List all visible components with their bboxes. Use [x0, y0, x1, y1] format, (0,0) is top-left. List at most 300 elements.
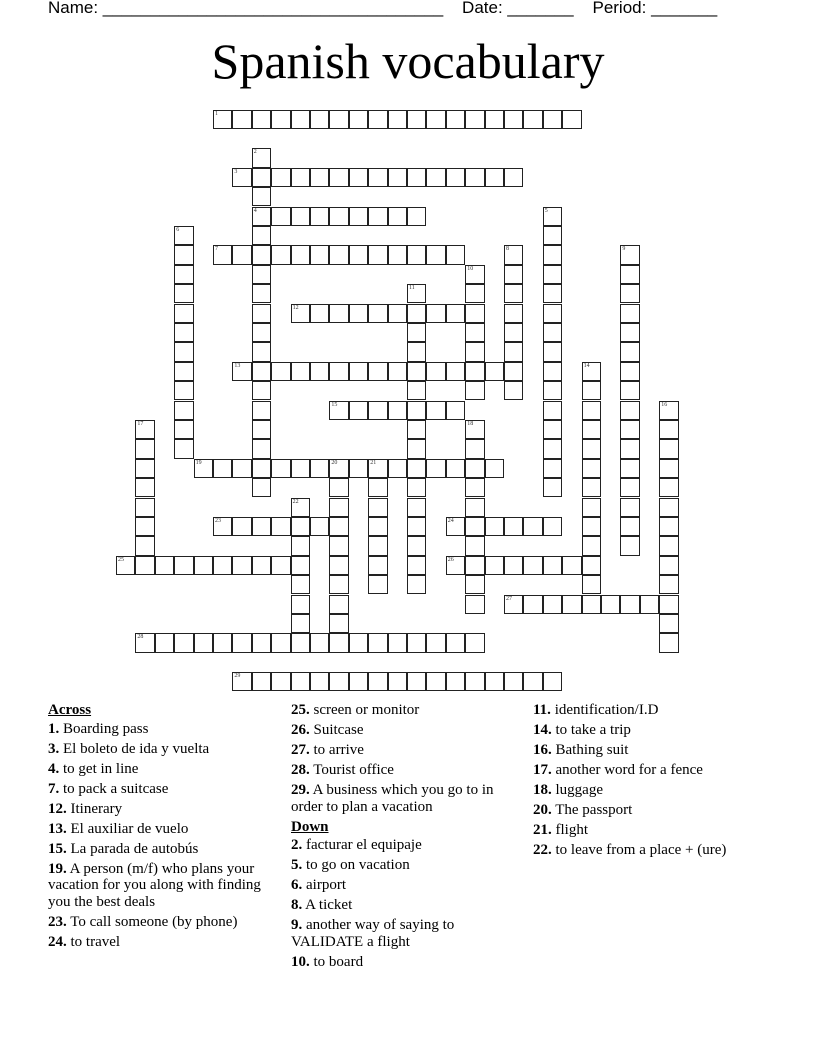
- grid-cell[interactable]: [349, 401, 368, 420]
- grid-cell[interactable]: [194, 459, 213, 478]
- grid-cell[interactable]: [388, 672, 407, 691]
- grid-cell[interactable]: [446, 672, 465, 691]
- grid-cell[interactable]: [271, 672, 290, 691]
- grid-cell[interactable]: [504, 362, 523, 381]
- grid-cell[interactable]: [543, 439, 562, 458]
- grid-cell[interactable]: [213, 110, 232, 129]
- grid-cell[interactable]: [135, 498, 154, 517]
- grid-cell[interactable]: [232, 362, 251, 381]
- grid-cell[interactable]: [543, 284, 562, 303]
- grid-cell[interactable]: [135, 517, 154, 536]
- grid-cell[interactable]: [291, 672, 310, 691]
- grid-cell[interactable]: [465, 498, 484, 517]
- grid-cell[interactable]: [601, 595, 620, 614]
- grid-cell[interactable]: [659, 517, 678, 536]
- grid-cell[interactable]: [252, 168, 271, 187]
- grid-cell[interactable]: [504, 304, 523, 323]
- grid-cell[interactable]: [582, 401, 601, 420]
- grid-cell[interactable]: [310, 633, 329, 652]
- grid-cell[interactable]: [620, 362, 639, 381]
- grid-cell[interactable]: [620, 459, 639, 478]
- grid-cell[interactable]: [504, 110, 523, 129]
- grid-cell[interactable]: [368, 110, 387, 129]
- grid-cell[interactable]: [291, 245, 310, 264]
- grid-cell[interactable]: [485, 110, 504, 129]
- grid-cell[interactable]: [329, 633, 348, 652]
- grid-cell[interactable]: [271, 207, 290, 226]
- grid-cell[interactable]: [291, 556, 310, 575]
- grid-cell[interactable]: [407, 420, 426, 439]
- grid-cell[interactable]: [543, 245, 562, 264]
- grid-cell[interactable]: [174, 304, 193, 323]
- grid-cell[interactable]: [388, 459, 407, 478]
- grid-cell[interactable]: [407, 245, 426, 264]
- grid-cell[interactable]: [310, 362, 329, 381]
- grid-cell[interactable]: [252, 672, 271, 691]
- grid-cell[interactable]: [252, 459, 271, 478]
- grid-cell[interactable]: [310, 304, 329, 323]
- grid-cell[interactable]: [368, 362, 387, 381]
- grid-cell[interactable]: [446, 245, 465, 264]
- grid-cell[interactable]: [446, 517, 465, 536]
- grid-cell[interactable]: [426, 304, 445, 323]
- grid-cell[interactable]: [252, 633, 271, 652]
- grid-cell[interactable]: [465, 517, 484, 536]
- grid-cell[interactable]: [174, 556, 193, 575]
- grid-cell[interactable]: [620, 536, 639, 555]
- grid-cell[interactable]: [485, 672, 504, 691]
- grid-cell[interactable]: [135, 478, 154, 497]
- grid-cell[interactable]: [465, 672, 484, 691]
- grid-cell[interactable]: [582, 420, 601, 439]
- grid-cell[interactable]: [446, 362, 465, 381]
- grid-cell[interactable]: [659, 498, 678, 517]
- grid-cell[interactable]: [504, 381, 523, 400]
- grid-cell[interactable]: [291, 498, 310, 517]
- grid-cell[interactable]: [329, 536, 348, 555]
- grid-cell[interactable]: [407, 672, 426, 691]
- grid-cell[interactable]: [252, 245, 271, 264]
- grid-cell[interactable]: [349, 245, 368, 264]
- grid-cell[interactable]: [582, 517, 601, 536]
- grid-cell[interactable]: [543, 362, 562, 381]
- grid-cell[interactable]: [213, 556, 232, 575]
- grid-cell[interactable]: [543, 381, 562, 400]
- grid-cell[interactable]: [368, 633, 387, 652]
- grid-cell[interactable]: [582, 459, 601, 478]
- grid-cell[interactable]: [213, 633, 232, 652]
- grid-cell[interactable]: [620, 323, 639, 342]
- grid-cell[interactable]: [426, 245, 445, 264]
- grid-cell[interactable]: [504, 517, 523, 536]
- grid-cell[interactable]: [349, 362, 368, 381]
- grid-cell[interactable]: [174, 401, 193, 420]
- grid-cell[interactable]: [620, 304, 639, 323]
- grid-cell[interactable]: [582, 362, 601, 381]
- grid-cell[interactable]: [310, 459, 329, 478]
- grid-cell[interactable]: [368, 498, 387, 517]
- grid-cell[interactable]: [620, 245, 639, 264]
- grid-cell[interactable]: [291, 575, 310, 594]
- grid-cell[interactable]: [407, 207, 426, 226]
- grid-cell[interactable]: [252, 420, 271, 439]
- grid-cell[interactable]: [368, 556, 387, 575]
- grid-cell[interactable]: [465, 633, 484, 652]
- grid-cell[interactable]: [310, 110, 329, 129]
- grid-cell[interactable]: [543, 517, 562, 536]
- grid-cell[interactable]: [659, 439, 678, 458]
- grid-cell[interactable]: [368, 168, 387, 187]
- grid-cell[interactable]: [174, 323, 193, 342]
- grid-cell[interactable]: [310, 517, 329, 536]
- grid-cell[interactable]: [174, 245, 193, 264]
- grid-cell[interactable]: [620, 401, 639, 420]
- grid-cell[interactable]: [446, 304, 465, 323]
- grid-cell[interactable]: [388, 304, 407, 323]
- grid-cell[interactable]: [329, 595, 348, 614]
- grid-cell[interactable]: [368, 478, 387, 497]
- grid-cell[interactable]: [388, 401, 407, 420]
- grid-cell[interactable]: [135, 439, 154, 458]
- grid-cell[interactable]: [252, 284, 271, 303]
- grid-cell[interactable]: [135, 556, 154, 575]
- grid-cell[interactable]: [310, 207, 329, 226]
- grid-cell[interactable]: [310, 672, 329, 691]
- grid-cell[interactable]: [291, 304, 310, 323]
- grid-cell[interactable]: [504, 556, 523, 575]
- grid-cell[interactable]: [407, 381, 426, 400]
- grid-cell[interactable]: [620, 265, 639, 284]
- grid-cell[interactable]: [232, 110, 251, 129]
- grid-cell[interactable]: [329, 672, 348, 691]
- grid-cell[interactable]: [291, 110, 310, 129]
- grid-cell[interactable]: [620, 595, 639, 614]
- grid-cell[interactable]: [426, 362, 445, 381]
- grid-cell[interactable]: [485, 459, 504, 478]
- grid-cell[interactable]: [465, 304, 484, 323]
- grid-cell[interactable]: [659, 633, 678, 652]
- grid-cell[interactable]: [407, 536, 426, 555]
- grid-cell[interactable]: [523, 672, 542, 691]
- grid-cell[interactable]: [252, 342, 271, 361]
- grid-cell[interactable]: [388, 168, 407, 187]
- grid-cell[interactable]: [349, 633, 368, 652]
- grid-cell[interactable]: [620, 420, 639, 439]
- grid-cell[interactable]: [446, 459, 465, 478]
- grid-cell[interactable]: [407, 633, 426, 652]
- grid-cell[interactable]: [232, 672, 251, 691]
- grid-cell[interactable]: [174, 265, 193, 284]
- grid-cell[interactable]: [291, 168, 310, 187]
- grid-cell[interactable]: [407, 323, 426, 342]
- grid-cell[interactable]: [620, 284, 639, 303]
- grid-cell[interactable]: [291, 633, 310, 652]
- grid-cell[interactable]: [659, 595, 678, 614]
- grid-cell[interactable]: [135, 633, 154, 652]
- grid-cell[interactable]: [252, 304, 271, 323]
- grid-cell[interactable]: [232, 245, 251, 264]
- grid-cell[interactable]: [368, 304, 387, 323]
- grid-cell[interactable]: [232, 459, 251, 478]
- grid-cell[interactable]: [562, 110, 581, 129]
- grid-cell[interactable]: [329, 401, 348, 420]
- grid-cell[interactable]: [368, 207, 387, 226]
- grid-cell[interactable]: [659, 401, 678, 420]
- grid-cell[interactable]: [465, 536, 484, 555]
- grid-cell[interactable]: [523, 556, 542, 575]
- grid-cell[interactable]: [446, 110, 465, 129]
- grid-cell[interactable]: [116, 556, 135, 575]
- grid-cell[interactable]: [504, 672, 523, 691]
- grid-cell[interactable]: [329, 498, 348, 517]
- grid-cell[interactable]: [368, 245, 387, 264]
- grid-cell[interactable]: [329, 614, 348, 633]
- grid-cell[interactable]: [407, 575, 426, 594]
- grid-cell[interactable]: [465, 420, 484, 439]
- grid-cell[interactable]: [155, 633, 174, 652]
- grid-cell[interactable]: [543, 478, 562, 497]
- grid-cell[interactable]: [329, 575, 348, 594]
- grid-cell[interactable]: [310, 168, 329, 187]
- grid-cell[interactable]: [543, 207, 562, 226]
- grid-cell[interactable]: [232, 517, 251, 536]
- grid-cell[interactable]: [504, 342, 523, 361]
- grid-cell[interactable]: [174, 633, 193, 652]
- grid-cell[interactable]: [426, 168, 445, 187]
- grid-cell[interactable]: [135, 420, 154, 439]
- grid-cell[interactable]: [582, 595, 601, 614]
- grid-cell[interactable]: [426, 633, 445, 652]
- grid-cell[interactable]: [659, 614, 678, 633]
- grid-cell[interactable]: [174, 226, 193, 245]
- grid-cell[interactable]: [252, 110, 271, 129]
- grid-cell[interactable]: [388, 245, 407, 264]
- grid-cell[interactable]: [135, 536, 154, 555]
- grid-cell[interactable]: [543, 323, 562, 342]
- grid-cell[interactable]: [543, 595, 562, 614]
- grid-cell[interactable]: [349, 110, 368, 129]
- grid-cell[interactable]: [291, 517, 310, 536]
- grid-cell[interactable]: [562, 595, 581, 614]
- grid-cell[interactable]: [465, 381, 484, 400]
- grid-cell[interactable]: [329, 478, 348, 497]
- grid-cell[interactable]: [349, 672, 368, 691]
- grid-cell[interactable]: [407, 110, 426, 129]
- grid-cell[interactable]: [407, 342, 426, 361]
- grid-cell[interactable]: [504, 595, 523, 614]
- grid-cell[interactable]: [620, 498, 639, 517]
- grid-cell[interactable]: [582, 536, 601, 555]
- grid-cell[interactable]: [407, 556, 426, 575]
- grid-cell[interactable]: [465, 323, 484, 342]
- grid-cell[interactable]: [368, 401, 387, 420]
- grid-cell[interactable]: [562, 556, 581, 575]
- grid-cell[interactable]: [407, 459, 426, 478]
- grid-cell[interactable]: [620, 439, 639, 458]
- grid-cell[interactable]: [543, 420, 562, 439]
- grid-cell[interactable]: [426, 110, 445, 129]
- grid-cell[interactable]: [252, 556, 271, 575]
- grid-cell[interactable]: [543, 459, 562, 478]
- grid-cell[interactable]: [252, 323, 271, 342]
- grid-cell[interactable]: [465, 459, 484, 478]
- grid-cell[interactable]: [194, 633, 213, 652]
- grid-cell[interactable]: [252, 265, 271, 284]
- grid-cell[interactable]: [407, 304, 426, 323]
- grid-cell[interactable]: [271, 110, 290, 129]
- grid-cell[interactable]: [174, 420, 193, 439]
- grid-cell[interactable]: [465, 595, 484, 614]
- grid-cell[interactable]: [640, 595, 659, 614]
- grid-cell[interactable]: [252, 517, 271, 536]
- grid-cell[interactable]: [582, 575, 601, 594]
- grid-cell[interactable]: [291, 536, 310, 555]
- grid-cell[interactable]: [582, 478, 601, 497]
- grid-cell[interactable]: [465, 284, 484, 303]
- grid-cell[interactable]: [582, 556, 601, 575]
- grid-cell[interactable]: [485, 168, 504, 187]
- grid-cell[interactable]: [252, 187, 271, 206]
- grid-cell[interactable]: [291, 207, 310, 226]
- grid-cell[interactable]: [174, 362, 193, 381]
- grid-cell[interactable]: [271, 362, 290, 381]
- grid-cell[interactable]: [232, 168, 251, 187]
- grid-cell[interactable]: [465, 342, 484, 361]
- grid-cell[interactable]: [368, 575, 387, 594]
- grid-cell[interactable]: [213, 459, 232, 478]
- grid-cell[interactable]: [465, 168, 484, 187]
- grid-cell[interactable]: [426, 401, 445, 420]
- grid-cell[interactable]: [407, 168, 426, 187]
- grid-cell[interactable]: [252, 439, 271, 458]
- grid-cell[interactable]: [174, 284, 193, 303]
- grid-cell[interactable]: [174, 439, 193, 458]
- grid-cell[interactable]: [465, 478, 484, 497]
- grid-cell[interactable]: [213, 517, 232, 536]
- grid-cell[interactable]: [388, 110, 407, 129]
- grid-cell[interactable]: [543, 401, 562, 420]
- grid-cell[interactable]: [620, 342, 639, 361]
- grid-cell[interactable]: [252, 226, 271, 245]
- grid-cell[interactable]: [252, 207, 271, 226]
- grid-cell[interactable]: [329, 556, 348, 575]
- grid-cell[interactable]: [582, 439, 601, 458]
- grid-cell[interactable]: [213, 245, 232, 264]
- grid-cell[interactable]: [291, 595, 310, 614]
- grid-cell[interactable]: [426, 672, 445, 691]
- grid-cell[interactable]: [465, 265, 484, 284]
- grid-cell[interactable]: [329, 304, 348, 323]
- grid-cell[interactable]: [543, 342, 562, 361]
- grid-cell[interactable]: [174, 381, 193, 400]
- grid-cell[interactable]: [620, 381, 639, 400]
- grid-cell[interactable]: [446, 168, 465, 187]
- grid-cell[interactable]: [349, 207, 368, 226]
- grid-cell[interactable]: [659, 478, 678, 497]
- grid-cell[interactable]: [407, 478, 426, 497]
- grid-cell[interactable]: [407, 517, 426, 536]
- grid-cell[interactable]: [407, 401, 426, 420]
- grid-cell[interactable]: [329, 459, 348, 478]
- grid-cell[interactable]: [465, 439, 484, 458]
- grid-cell[interactable]: [329, 207, 348, 226]
- grid-cell[interactable]: [446, 401, 465, 420]
- grid-cell[interactable]: [329, 362, 348, 381]
- grid-cell[interactable]: [659, 459, 678, 478]
- grid-cell[interactable]: [271, 517, 290, 536]
- grid-cell[interactable]: [329, 517, 348, 536]
- grid-cell[interactable]: [252, 478, 271, 497]
- grid-cell[interactable]: [388, 207, 407, 226]
- grid-cell[interactable]: [504, 265, 523, 284]
- grid-cell[interactable]: [271, 556, 290, 575]
- grid-cell[interactable]: [310, 245, 329, 264]
- grid-cell[interactable]: [155, 556, 174, 575]
- grid-cell[interactable]: [252, 401, 271, 420]
- grid-cell[interactable]: [485, 362, 504, 381]
- grid-cell[interactable]: [407, 284, 426, 303]
- grid-cell[interactable]: [252, 148, 271, 167]
- grid-cell[interactable]: [543, 304, 562, 323]
- grid-cell[interactable]: [465, 575, 484, 594]
- grid-cell[interactable]: [388, 362, 407, 381]
- grid-cell[interactable]: [659, 575, 678, 594]
- grid-cell[interactable]: [523, 517, 542, 536]
- grid-cell[interactable]: [368, 536, 387, 555]
- grid-cell[interactable]: [368, 459, 387, 478]
- grid-cell[interactable]: [252, 381, 271, 400]
- grid-cell[interactable]: [407, 439, 426, 458]
- grid-cell[interactable]: [582, 498, 601, 517]
- grid-cell[interactable]: [271, 245, 290, 264]
- grid-cell[interactable]: [232, 556, 251, 575]
- grid-cell[interactable]: [543, 672, 562, 691]
- grid-cell[interactable]: [620, 517, 639, 536]
- grid-cell[interactable]: [465, 556, 484, 575]
- grid-cell[interactable]: [291, 459, 310, 478]
- grid-cell[interactable]: [582, 381, 601, 400]
- grid-cell[interactable]: [659, 536, 678, 555]
- grid-cell[interactable]: [620, 478, 639, 497]
- grid-cell[interactable]: [368, 672, 387, 691]
- grid-cell[interactable]: [465, 110, 484, 129]
- grid-cell[interactable]: [659, 420, 678, 439]
- grid-cell[interactable]: [465, 362, 484, 381]
- grid-cell[interactable]: [407, 498, 426, 517]
- grid-cell[interactable]: [446, 556, 465, 575]
- grid-cell[interactable]: [329, 245, 348, 264]
- grid-cell[interactable]: [523, 110, 542, 129]
- grid-cell[interactable]: [329, 168, 348, 187]
- grid-cell[interactable]: [504, 168, 523, 187]
- grid-cell[interactable]: [485, 556, 504, 575]
- grid-cell[interactable]: [426, 459, 445, 478]
- grid-cell[interactable]: [349, 459, 368, 478]
- grid-cell[interactable]: [194, 556, 213, 575]
- grid-cell[interactable]: [368, 517, 387, 536]
- grid-cell[interactable]: [504, 284, 523, 303]
- grid-cell[interactable]: [543, 226, 562, 245]
- grid-cell[interactable]: [174, 342, 193, 361]
- grid-cell[interactable]: [271, 459, 290, 478]
- grid-cell[interactable]: [291, 362, 310, 381]
- grid-cell[interactable]: [446, 633, 465, 652]
- grid-cell[interactable]: [252, 362, 271, 381]
- grid-cell[interactable]: [271, 633, 290, 652]
- grid-cell[interactable]: [543, 265, 562, 284]
- grid-cell[interactable]: [232, 633, 251, 652]
- grid-cell[interactable]: [504, 245, 523, 264]
